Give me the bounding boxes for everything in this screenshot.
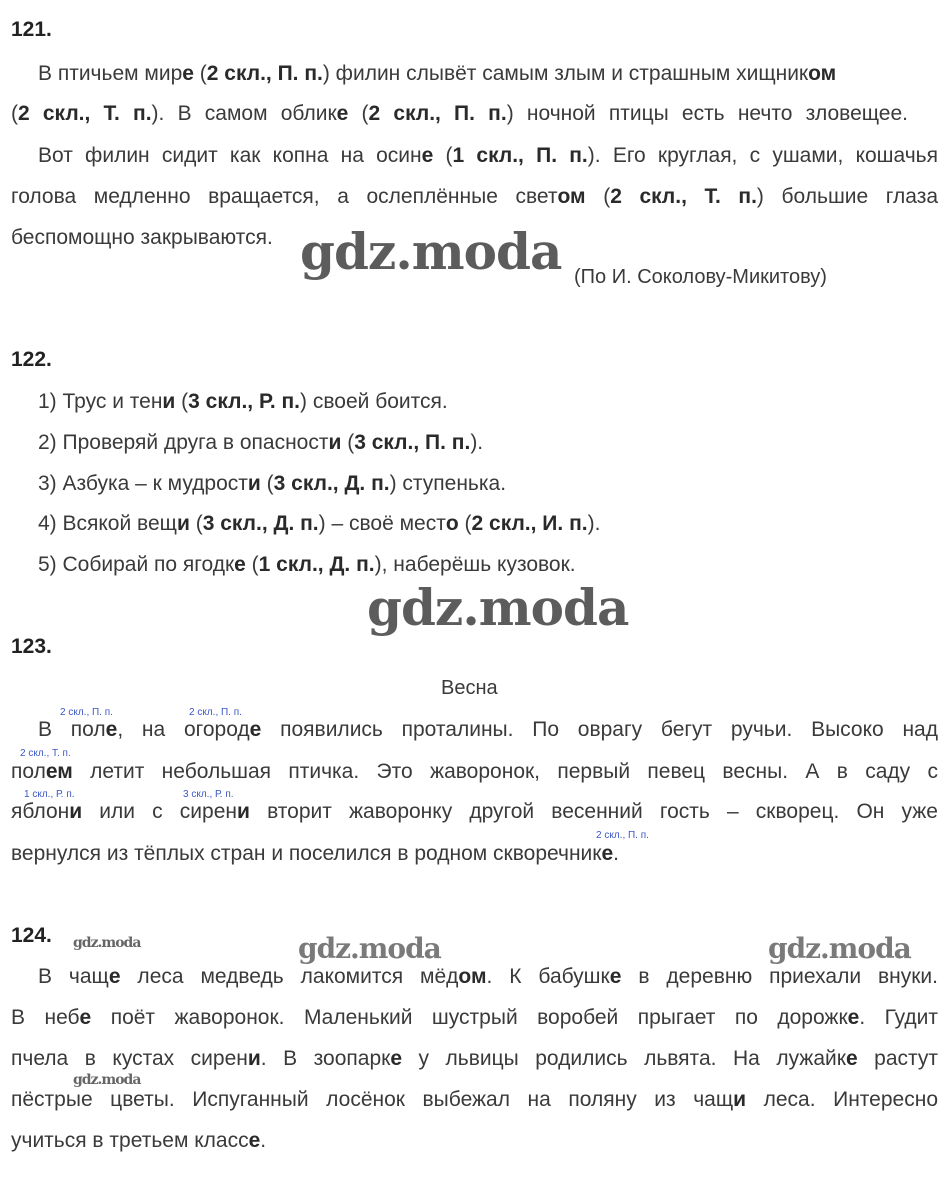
text-segment: ) большие глаза <box>756 185 939 208</box>
text-line: беспомощно закрываются. <box>11 226 273 249</box>
highlighted-ending: ом <box>557 185 586 208</box>
highlighted-ending: е <box>609 965 622 988</box>
text-line <box>11 101 908 127</box>
text-title: Весна <box>441 677 498 699</box>
source-attribution: (По И. Соколову-Микитову) <box>574 266 827 288</box>
highlighted-ending: е <box>79 1006 92 1029</box>
text-segment: ( <box>341 431 355 454</box>
text-segment: ( <box>458 512 472 535</box>
text-segment: ) – своё мест <box>318 512 446 535</box>
case-annotation: 1 скл., Р. п. <box>24 789 75 800</box>
text-segment: растут <box>857 1047 938 1070</box>
text-segment: ( <box>193 62 207 85</box>
highlighted-ending: е <box>847 1006 860 1029</box>
text-segment: . <box>260 1129 267 1152</box>
text-segment: ) ночной птицы есть нечто зловещее. <box>506 102 908 125</box>
text-segment: ( <box>260 472 274 495</box>
text-segment: леса медведь лакомится мёд <box>120 965 459 988</box>
watermark: gdz.moda <box>73 1072 141 1088</box>
watermark: gdz.moda <box>73 935 141 951</box>
text-segment: летит небольшая птичка. Это жаворонок, первый певец весны. А в саду с <box>72 760 938 783</box>
watermark: gdz.moda <box>298 932 441 965</box>
highlighted-ending: е <box>108 965 121 988</box>
highlighted-ending: и <box>176 512 190 535</box>
text-segment: В неб <box>11 1006 80 1029</box>
watermark: gdz.moda <box>300 222 562 281</box>
text-segment: ( <box>11 102 18 125</box>
text-segment: или с сирен <box>82 800 237 823</box>
highlighted-ending: е <box>336 102 349 125</box>
exercise-number: 121. <box>11 18 52 41</box>
proverb-item <box>38 471 506 497</box>
text-line <box>38 964 938 990</box>
text-segment: , на огород <box>117 718 250 741</box>
highlighted-ending: е <box>601 842 614 865</box>
highlighted-ending: е <box>182 62 194 85</box>
highlighted-ending: и <box>237 800 250 823</box>
text-line <box>11 1128 266 1154</box>
text-segment: 2) Проверяй друга в опасност <box>38 431 329 454</box>
text-segment: ). Его круглая, с ушами, кошачья <box>587 144 938 167</box>
text-segment: пол <box>11 760 46 783</box>
highlighted-ending: 1 скл., Д. п. <box>258 553 375 576</box>
highlighted-ending: 2 скл., П. п. <box>206 62 323 85</box>
text-line <box>11 184 938 210</box>
highlighted-ending: 2 скл., Т. п. <box>18 102 152 125</box>
text-segment: у львицы родились львята. На лужайк <box>402 1047 846 1070</box>
text-segment: ). <box>470 431 484 454</box>
text-line <box>38 61 938 87</box>
text-segment: ). <box>587 512 601 535</box>
text-segment: . В зоопарк <box>260 1047 391 1070</box>
highlighted-ending: и <box>733 1088 747 1111</box>
watermark: gdz.moda <box>367 578 629 637</box>
text-line <box>11 1087 938 1113</box>
exercise-number: 122. <box>11 348 52 371</box>
text-line <box>11 841 619 867</box>
text-segment: ( <box>175 390 189 413</box>
text-line <box>11 1005 938 1031</box>
exercise-number: 123. <box>11 635 52 658</box>
text-line <box>11 1046 938 1072</box>
text-segment: вернулся из тёплых стран и поселился в родном скворечник <box>11 842 602 865</box>
highlighted-ending: и <box>162 390 176 413</box>
highlighted-ending: ом <box>808 62 837 85</box>
text-segment: 1) Трус и тен <box>38 390 163 413</box>
highlighted-ending: е <box>390 1047 403 1070</box>
highlighted-ending: 3 скл., Р. п. <box>188 390 301 413</box>
text-segment: ( <box>245 553 259 576</box>
highlighted-ending: ем <box>45 760 73 783</box>
proverb-item <box>38 511 600 537</box>
text-segment: появились проталины. По оврагу бегут ручьи. Высоко над <box>261 718 938 741</box>
highlighted-ending: е <box>248 1129 261 1152</box>
text-segment: поёт жаворонок. Маленький шустрый воробей прыгает по дорожк <box>91 1006 848 1029</box>
highlighted-ending: 3 скл., Д. п. <box>202 512 319 535</box>
text-segment: ( <box>189 512 203 535</box>
case-annotation: 2 скл., П. п. <box>60 707 113 718</box>
text-segment: 5) Собирай по ягодк <box>38 553 235 576</box>
text-line <box>38 143 938 169</box>
watermark: gdz.moda <box>768 932 911 965</box>
text-line <box>11 799 938 825</box>
highlighted-ending: 2 скл., Т. п. <box>610 185 757 208</box>
text-segment: ( <box>433 144 453 167</box>
text-segment: Вот филин сидит как копна на осин <box>38 144 422 167</box>
case-annotation: 2 скл., П. п. <box>189 707 242 718</box>
highlighted-ending: 1 скл., П. п. <box>452 144 588 167</box>
highlighted-ending: и <box>247 472 261 495</box>
text-segment: . Гудит <box>859 1006 938 1029</box>
highlighted-ending: и <box>247 1047 261 1070</box>
case-annotation: 3 скл., Р. п. <box>183 789 234 800</box>
proverb-item <box>38 389 448 415</box>
proverb-item <box>38 552 576 578</box>
text-segment: В чащ <box>38 965 109 988</box>
text-segment: ) своей боится. <box>300 390 448 413</box>
highlighted-ending: 2 скл., П. п. <box>368 102 507 125</box>
text-segment: пёстрые цветы. Испуганный лосёнок выбежал на поляну из чащ <box>11 1088 734 1111</box>
exercise-number: 124. <box>11 924 52 947</box>
text-segment: . <box>613 842 619 865</box>
text-segment: . К бабушк <box>486 965 610 988</box>
highlighted-ending: е <box>234 553 246 576</box>
text-segment: В пол <box>38 718 106 741</box>
proverb-item <box>38 430 483 456</box>
text-segment: пчела в кустах сирен <box>11 1047 248 1070</box>
text-segment: ) ступенька. <box>389 472 507 495</box>
highlighted-ending: ом <box>458 965 487 988</box>
text-segment: в деревню приехали внуки. <box>621 965 938 988</box>
highlighted-ending: и <box>328 431 342 454</box>
highlighted-ending: е <box>105 718 118 741</box>
text-segment: 4) Всякой вещ <box>38 512 177 535</box>
highlighted-ending: 3 скл., П. п. <box>354 431 471 454</box>
highlighted-ending: и <box>69 800 83 823</box>
text-segment: яблон <box>11 800 70 823</box>
highlighted-ending: 2 скл., И. п. <box>471 512 588 535</box>
text-segment: леса. Интересно <box>746 1088 938 1111</box>
text-segment: ( <box>585 185 611 208</box>
case-annotation: 2 скл., П. п. <box>596 830 649 841</box>
highlighted-ending: е <box>845 1047 858 1070</box>
highlighted-ending: е <box>421 144 434 167</box>
text-segment: учиться в третьем класс <box>11 1129 249 1152</box>
case-annotation: 2 скл., Т. п. <box>20 748 71 759</box>
highlighted-ending: о <box>445 512 459 535</box>
text-segment: 3) Азбука – к мудрост <box>38 472 248 495</box>
text-segment: ( <box>348 102 369 125</box>
text-segment: ). В самом облик <box>151 102 337 125</box>
text-line <box>11 759 938 785</box>
text-segment: ) филин слывёт самым злым и страшным хищник <box>322 62 809 85</box>
text-segment: ), наберёшь кузовок. <box>374 553 576 576</box>
text-segment: голова медленно вращается, а ослеплённые свет <box>11 185 558 208</box>
highlighted-ending: 3 скл., Д. п. <box>273 472 390 495</box>
text-line <box>38 717 938 743</box>
text-segment: вторит жаворонку другой весенний гость – скворец. Он уже <box>249 800 938 823</box>
text-segment: В птичьем мир <box>38 62 183 85</box>
highlighted-ending: е <box>249 718 262 741</box>
